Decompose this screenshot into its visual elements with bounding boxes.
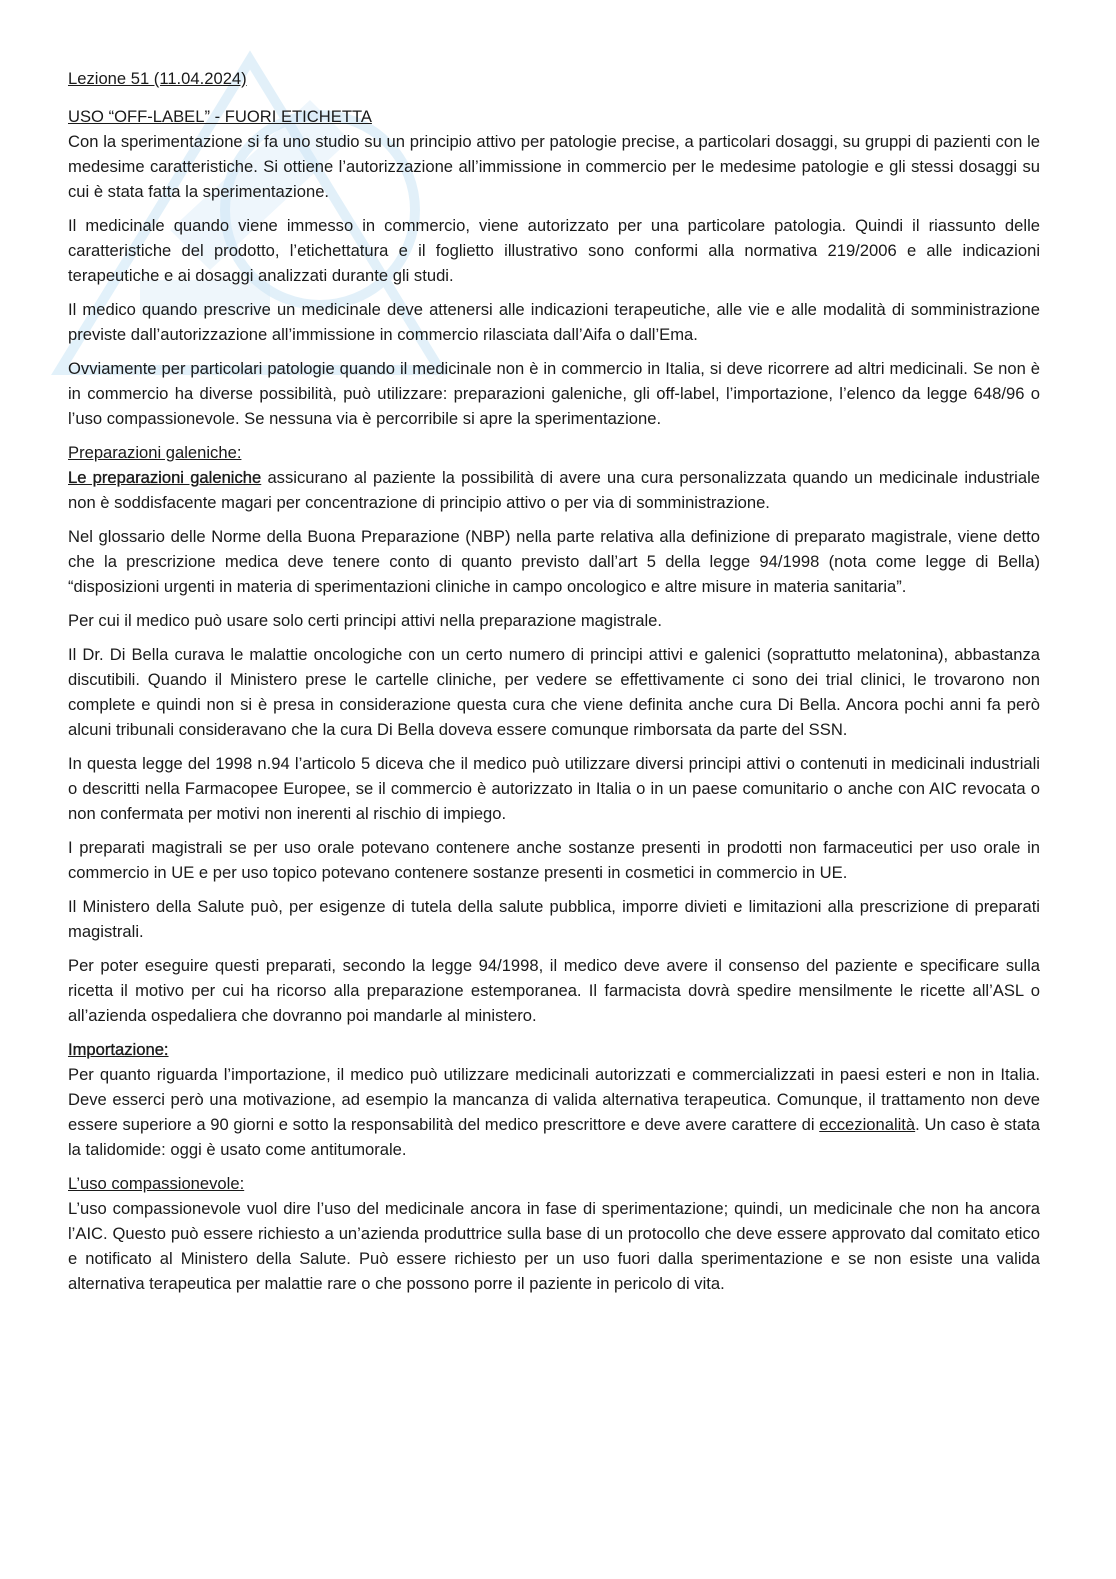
paragraph: Per cui il medico può usare solo certi principi attivi nella preparazione magistrale.	[68, 611, 662, 630]
lesson-title: Lezione 51 (11.04.2024)	[68, 69, 247, 88]
paragraph: Il Ministero della Salute può, per esigenze di tutela della salute pubblica, imporre divieti e limitazioni alla prescrizione di preparati magistrali.	[68, 897, 1040, 941]
section-heading-uso-compassionevole: L’uso compassionevole:	[68, 1174, 245, 1193]
section-heading-off-label: USO “OFF-LABEL” - FUORI ETICHETTA	[68, 107, 372, 126]
paragraph: Ovviamente per particolari patologie quando il medicinale non è in commercio in Italia, si deve ricorrere ad altri medicinali. Se non è in commercio ha diverse possibilità, può utilizzare: preparazioni galeniche, gli off-label, l’importazione, l’elenco da legge 648/96 o l’uso compassionevole. Se nessuna via è percorribile si apre la sperimentazione.	[68, 359, 1040, 428]
section-heading-preparazioni-galeniche: Preparazioni galeniche:	[68, 443, 242, 462]
paragraph: Per poter eseguire questi preparati, secondo la legge 94/1998, il medico deve avere il consenso del paziente e specificare sulla ricetta il motivo per cui ha ricorso alla preparazione estemporanea. Il farmacista dovrà spedire mensilmente le ricette all’ASL o all’azienda ospedaliera che dovranno poi mandarle al ministero.	[68, 956, 1040, 1025]
paragraph-text: Per quanto riguarda l’importazione, il medico può utilizzare medicinali autorizzati e commercializzati in paesi esteri e non in Italia. Deve esserci però una motivazione, ad esempio la mancanza di valida alternativa terapeutica. Comunque, il trattamento non deve essere superiore a 90 giorni e sotto la responsabilità del medico prescrittore e deve avere carattere di	[68, 1065, 1040, 1134]
section-heading-importazione: Importazione:	[68, 1040, 169, 1059]
document-page	[68, 66, 1040, 1305]
lead-text: assicurano al paziente la possibilità di avere una cura personalizzata quando un medicinale industriale non è soddisfacente magari per concentrazione di principio attivo o per via di somministrazione.	[68, 468, 1041, 512]
paragraph-text: . Un caso è stata la talidomide: oggi è usato come antitumorale.	[68, 1115, 1040, 1159]
paragraph	[68, 1062, 1040, 1162]
paragraph: Il medico quando prescrive un medicinale deve attenersi alle indicazioni terapeutiche, alle vie e alle modalità di somministrazione previste dall’autorizzazione all’immissione in commercio rilasciata dall’Aifa o dall’Ema.	[68, 300, 1040, 344]
underlined-term: eccezionalità	[819, 1115, 916, 1134]
lead-term: Le preparazioni galeniche	[68, 468, 262, 487]
paragraph: Il Dr. Di Bella curava le malattie oncologiche con un certo numero di principi attivi e galenici (soprattutto melatonina), abbastanza discutibili. Quando il Ministero prese le cartelle cliniche, per vedere se effettivamente ci sono dei trial clinici, le trovarono non complete e quindi non si è presa in considerazione questa cura che viene definita anche cura Di Bella. Ancora pochi anni fa però alcuni tribunali consideravano che la cura Di Bella doveva essere comunque rimborsata da parte del SSN.	[68, 645, 1040, 739]
paragraph: In questa legge del 1998 n.94 l’articolo 5 diceva che il medico può utilizzare diversi principi attivi o contenuti in medicinali industriali o descritti nella Farmacopee Europee, se il commercio è autorizzato in Italia o in un paese comunitario o anche con AIC revocata o non confermata per motivi non inerenti al rischio di impiego.	[68, 754, 1040, 823]
paragraph-lead	[68, 465, 1040, 515]
paragraph: Nel glossario delle Norme della Buona Preparazione (NBP) nella parte relativa alla definizione di preparato magistrale, viene detto che la prescrizione medica deve tenere conto di quanto previsto dall’art 5 della legge 94/1998 (nota come legge di Bella) “disposizioni urgenti in materia di sperimentazioni cliniche in campo oncologico e altre misure in materia sanitaria”.	[68, 527, 1040, 596]
paragraph: I preparati magistrali se per uso orale potevano contenere anche sostanze presenti in prodotti non farmaceutici per uso orale in commercio in UE e per uso topico potevano contenere sostanze presenti in cosmetici in commercio in UE.	[68, 838, 1040, 882]
paragraph: Il medicinale quando viene immesso in commercio, viene autorizzato per una particolare patologia. Quindi il riassunto delle caratteristiche del prodotto, l’etichettatura e il foglietto illustrativo sono conformi alla normativa 219/2006 e alle indicazioni terapeutiche e ai dosaggi analizzati durante gli studi.	[68, 216, 1040, 285]
paragraph: Con la sperimentazione si fa uno studio su un principio attivo per patologie precise, a particolari dosaggi, su gruppi di pazienti con le medesime caratteristiche. Si ottiene l’autorizzazione all’immissione in commercio per le medesime patologie e gli stessi dosaggi su cui è stata fatta la sperimentazione.	[68, 132, 1040, 201]
paragraph: L’uso compassionevole vuol dire l’uso del medicinale ancora in fase di sperimentazione; quindi, un medicinale che non ha ancora l’AIC. Questo può essere richiesto a un’azienda produttrice sulla base di un protocollo che deve essere approvato dal comitato etico e notificato al Ministero della Salute. Può essere richiesto per un uso fuori dalla sperimentazione e se non esiste una valida alternativa terapeutica per malattie rare o che possono porre il paziente in pericolo di vita.	[68, 1199, 1040, 1293]
